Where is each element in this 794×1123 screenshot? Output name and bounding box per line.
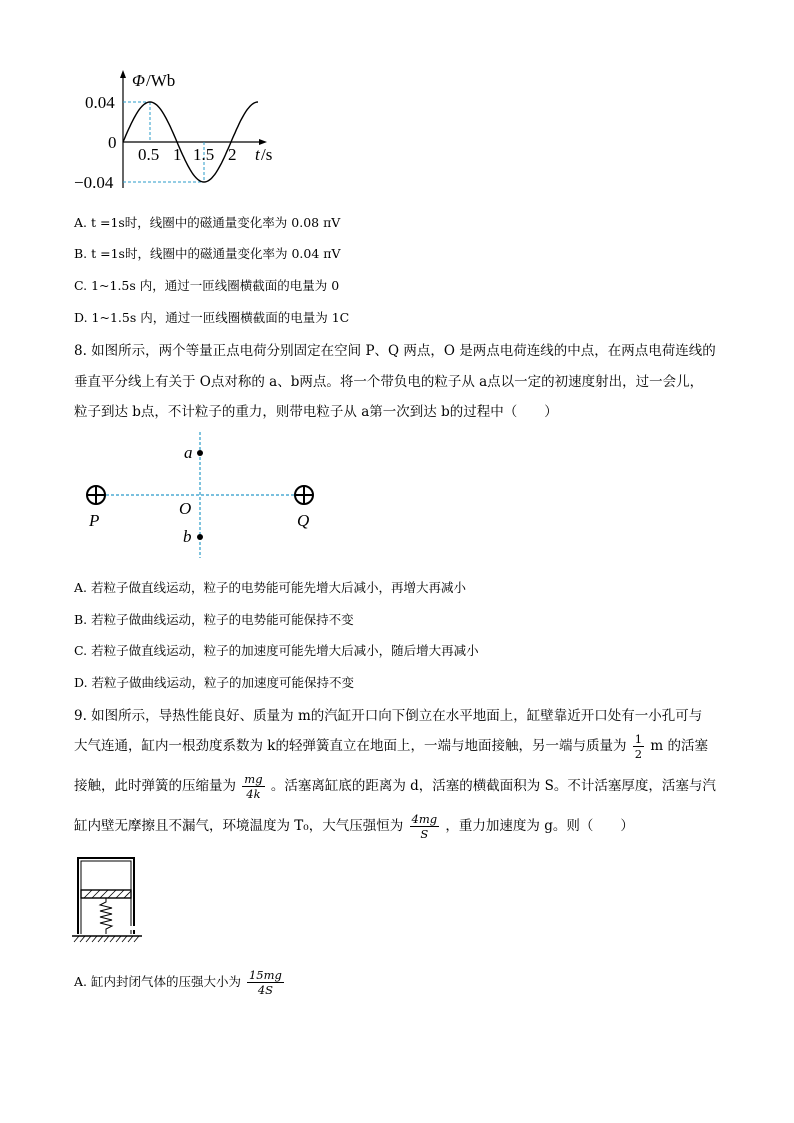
q9-stem-line2 [74, 732, 708, 761]
q7-option-a: A. t =1s时，线圈中的磁通量变化率为 0.08 πV [74, 215, 341, 230]
xlabel-t: t [255, 145, 260, 164]
q8-option-d: D. 若粒子做曲线运动，粒子的加速度可能保持不变 [74, 675, 355, 690]
frac-num: 15mg [248, 968, 282, 982]
label-p: P [89, 511, 100, 530]
x-tick-2: 2 [228, 145, 237, 164]
q8-stem-line1: 8. 如图所示，两个等量正点电荷分别固定在空间 P、Q 两点，O 是两点电荷连线的中点，在两点电荷连线的 [74, 343, 716, 359]
q9-line3-post: 。活塞离缸底的距离为 d，活塞的横截面积为 S。不计活塞厚度，活塞与汽 [270, 778, 716, 794]
y-tick-bottom: −0.04 [74, 173, 114, 192]
q8-option-c: C. 若粒子做直线运动，粒子的加速度可能先增大后减小，随后增大再减小 [74, 643, 479, 658]
q8-option-a: A. 若粒子做直线运动，粒子的电势能可能先增大后减小，再增大再减小 [74, 580, 466, 595]
label-a: a [184, 443, 193, 462]
q9-line2-pre: 大气连通，缸内一根劲度系数为 k的轻弹簧直立在地面上，一端与地面接触，另一端与质量为 [74, 738, 627, 754]
point-a [197, 450, 203, 456]
spring-icon [100, 898, 112, 934]
label-o: O [179, 499, 192, 518]
y-tick-top: 0.04 [85, 93, 115, 112]
q9-stem-line1: 9. 如图所示，导热性能良好、质量为 m的汽缸开口向下倒立在水平地面上，缸壁靠近开口处有一小孔可与 [74, 708, 703, 724]
fraction-4mg-s [410, 812, 440, 841]
label-b: b [183, 527, 192, 546]
q7-option-c: C. 1~1.5s 内，通过一匝线圈横截面的电量为 0 [74, 278, 340, 293]
charge-q-icon [295, 486, 313, 504]
q9-line3-pre: 接触，此时弹簧的压缩量为 [74, 778, 236, 794]
q9-line2-post: m 的活塞 [650, 738, 708, 754]
frac-num: 1 [634, 732, 643, 746]
ylabel-phi: Φ [132, 71, 145, 90]
cylinder-figure [70, 856, 146, 948]
fraction-half [633, 732, 644, 761]
charges-figure [82, 430, 322, 560]
ylabel-unit: /Wb [146, 71, 176, 90]
label-q: Q [297, 511, 310, 530]
q9-stem-line4 [74, 812, 634, 841]
q7-option-b: B. t =1s时，线圈中的磁通量变化率为 0.04 πV [74, 246, 341, 261]
xlabel-unit: /s [261, 145, 273, 164]
q9-line4-post: ，重力加速度为 g。则（ ） [445, 818, 634, 834]
q9-stem-line3 [74, 772, 716, 801]
q8-stem-line3: 粒子到达 b点，不计粒子的重力，则带电粒子从 a第一次到达 b的过程中（ ） [74, 404, 558, 420]
fraction-15mg-4s [247, 968, 284, 997]
q8-stem-line2: 垂直平分线上有关于 O点对称的 a、b两点。将一个带负电的粒子从 a点以一定的初速度射出，过一会儿， [74, 374, 704, 390]
x-tick-0.5: 0.5 [138, 145, 160, 164]
frac-num: 4mg [411, 812, 438, 826]
x-tick-1.5: 1.5 [193, 145, 215, 164]
y-axis-arrow [120, 70, 126, 78]
frac-den: S [420, 827, 429, 841]
x-tick-1: 1 [173, 145, 182, 164]
frac-den: 4S [257, 983, 274, 997]
point-b [197, 534, 203, 540]
fraction-mg-4k [242, 772, 264, 801]
frac-den: 2 [634, 747, 643, 761]
charge-p-icon [87, 486, 105, 504]
ground-hatch [74, 936, 139, 942]
q8-option-b: B. 若粒子做曲线运动，粒子的电势能可能保持不变 [74, 612, 354, 627]
q9-option-a [74, 968, 286, 997]
flux-graph [70, 68, 290, 193]
frac-num: mg [244, 772, 263, 786]
q9-line4-pre: 缸内壁无摩擦且不漏气，环境温度为 T₀，大气压强恒为 [74, 818, 404, 834]
y-tick-zero: 0 [108, 133, 117, 152]
q9-option-a-pre: A. 缸内封闭气体的压强大小为 [74, 974, 241, 989]
frac-den: 4k [246, 787, 261, 801]
q7-option-d: D. 1~1.5s 内，通过一匝线圈横截面的电量为 1C [74, 310, 350, 325]
